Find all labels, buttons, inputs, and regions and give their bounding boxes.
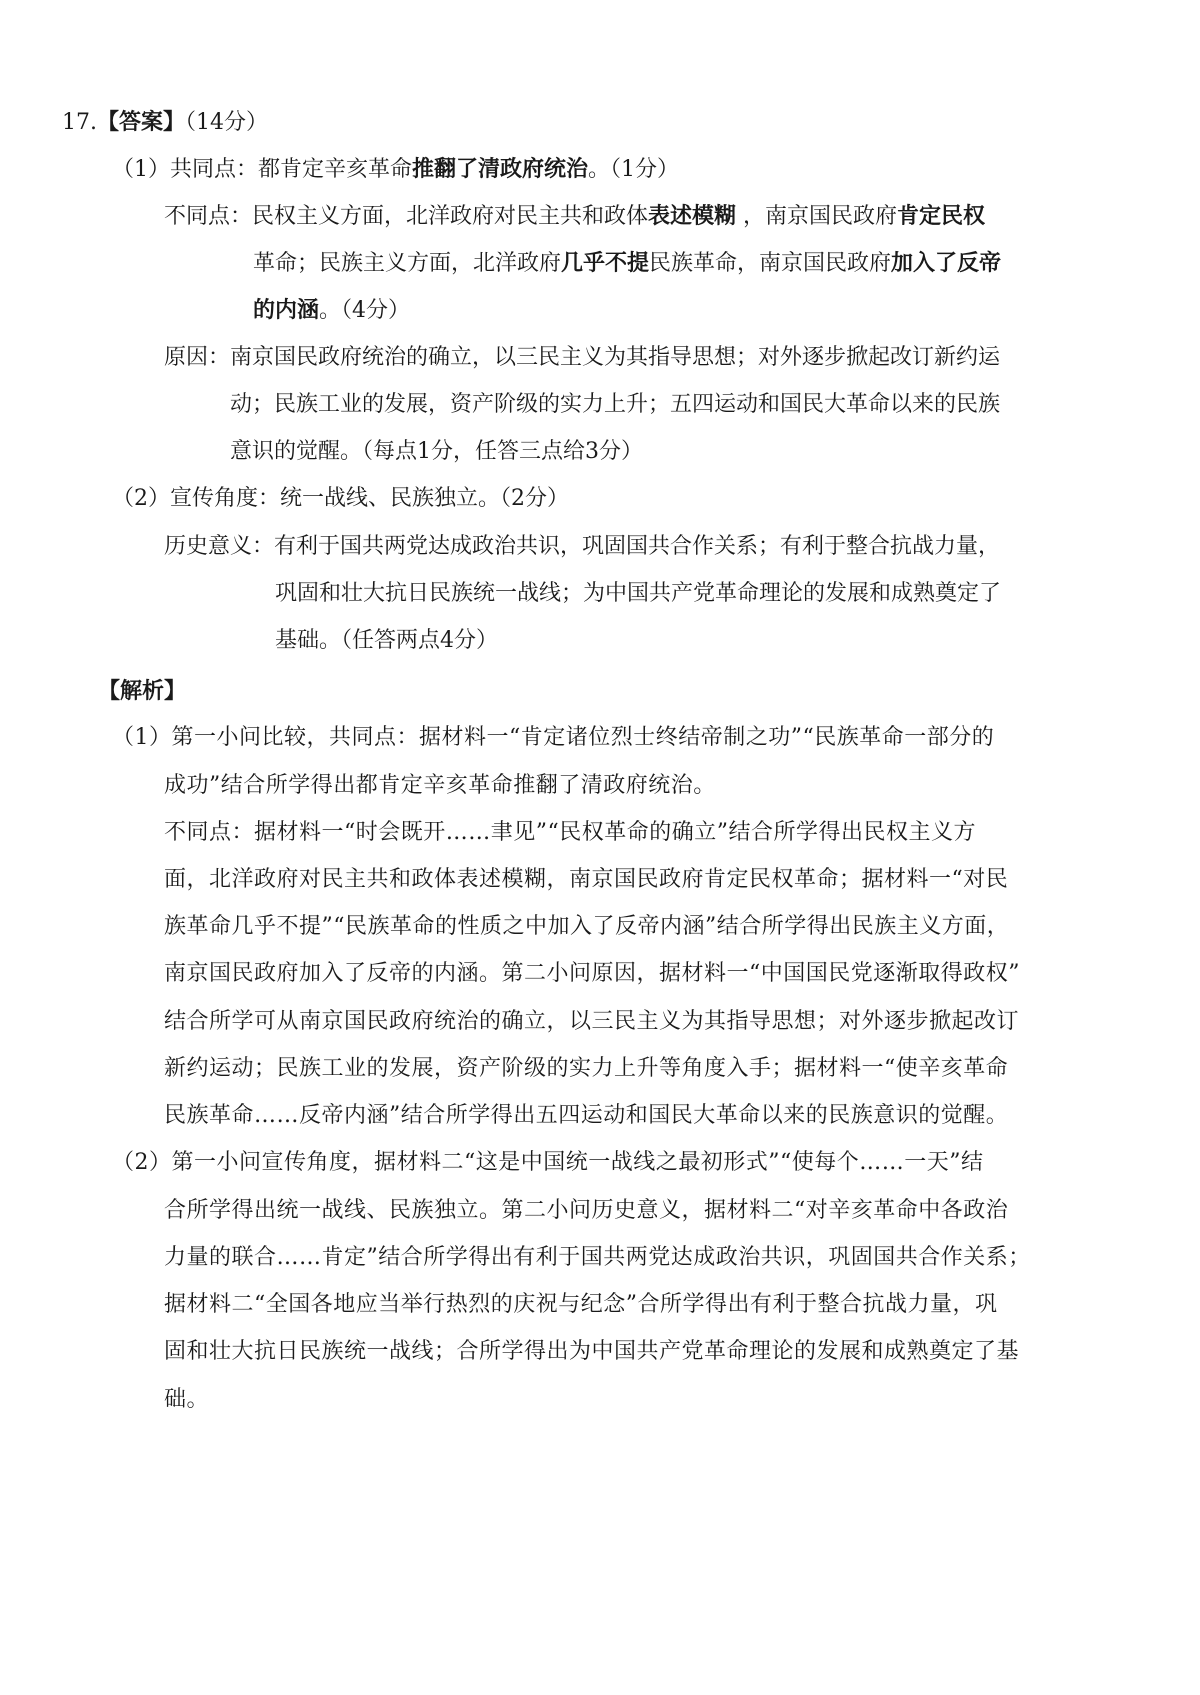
- q2-significance-label: 历史意义：: [164, 534, 275, 559]
- answer-header: [62, 106, 268, 139]
- q2-angle-line: [112, 483, 569, 515]
- question-number: 17.: [62, 110, 97, 135]
- analysis-p2-line-1: （2）第一小问宣传角度，据材料二“这是中国统一战线之最初形式”“使每个……一天”结: [112, 1150, 984, 1175]
- q1-common-bold: 推翻了清政府统治: [412, 156, 589, 182]
- q2-angle-label: （2）宣传角度：: [112, 486, 280, 511]
- analysis-p1-line-6: 南京国民政府加入了反帝的内涵。第二小问原因，据材料一“中国国民党逐渐取得政权”: [164, 961, 1020, 986]
- q1-diff-text: 革命；民族主义方面，北洋政府: [253, 251, 562, 276]
- q1-reason-label: 原因：: [164, 345, 231, 370]
- analysis-p2-line-4: 据材料二“全国各地应当举行热烈的庆祝与纪念”合所学得出有利于整合抗战力量，巩: [164, 1292, 998, 1317]
- analysis-p1-line-1: （1）第一小问比较，共同点：据材料一“肯定诸位烈士终结帝制之功”“民族革命一部分的: [112, 725, 995, 750]
- q2-significance-line-2: 巩固和壮大抗日民族统一战线；为中国共产党革命理论的发展和成熟奠定了: [275, 581, 1002, 606]
- q1-diff-text: 民权主义方面，北洋政府对民主共和政体: [252, 204, 649, 229]
- q2-significance-line-3: 基础。（任答两点4分）: [275, 628, 498, 653]
- q1-reason-text: 南京国民政府统治的确立，以三民主义为其指导思想；对外逐步掀起改订新约运: [230, 345, 1001, 370]
- q1-diff-line-3: [253, 294, 410, 327]
- q1-reason-line-1: [164, 342, 1000, 374]
- q1-diff-bold: 几乎不提: [561, 250, 650, 276]
- q1-diff-bold: 的内涵: [253, 297, 320, 323]
- q1-diff-bold: 加入了反帝: [891, 250, 1002, 276]
- analysis-header: [98, 675, 186, 708]
- q1-diff-bold: 肯定民权: [897, 203, 986, 229]
- q1-diff-line-2: [253, 247, 1001, 280]
- q1-reason-line-2: 动；民族工业的发展，资产阶级的实力上升；五四运动和国民大革命以来的民族: [230, 392, 1001, 417]
- analysis-p2-line-2: 合所学得出统一战线、民族独立。第二小问历史意义，据材料二“对辛亥革命中各政治: [164, 1198, 1009, 1223]
- q1-diff-text: 民族革命，南京国民政府: [649, 251, 892, 276]
- q1-reason-line-3: 意识的觉醒。（每点1分，任答三点给3分）: [230, 439, 643, 464]
- analysis-p1-line-7: 结合所学可从南京国民政府统治的确立，以三民主义为其指导思想；对外逐步掀起改订: [164, 1009, 1020, 1034]
- q1-common-label: （1）共同点：: [112, 157, 258, 182]
- q1-diff-label: 不同点：: [164, 204, 253, 229]
- q1-diff-bold: 表述模糊: [648, 203, 737, 229]
- analysis-p1-line-5: 族革命几乎不提”“民族革命的性质之中加入了反帝内涵”结合所学得出民族主义方面，: [164, 914, 1010, 939]
- analysis-p2-line-6: 础。: [164, 1387, 210, 1412]
- analysis-tag: 【解析】: [98, 678, 187, 704]
- q1-common-line: [112, 153, 679, 186]
- analysis-p1-line-9: 民族革命……反帝内涵”结合所学得出五四运动和国民大革命以来的民族意识的觉醒。: [164, 1103, 1009, 1128]
- analysis-p1-line-3: 不同点：据材料一“时会既开……聿见”“民权革命的确立”结合所学得出民权主义方: [164, 820, 976, 845]
- answer-score: （14分）: [185, 110, 269, 135]
- q2-angle-text: 统一战线、民族独立。（2分）: [280, 486, 569, 511]
- q2-significance-line-1: [164, 531, 1000, 563]
- q1-diff-score: 。（4分）: [319, 298, 411, 323]
- q2-significance-text: 有利于国共两党达成政治共识，巩固国共合作关系；有利于整合抗战力量，: [274, 534, 1001, 559]
- q1-diff-line-1: [164, 200, 985, 233]
- q1-common-score: 。（1分）: [588, 157, 680, 182]
- analysis-p2-line-5: 固和壮大抗日民族统一战线；合所学得出为中国共产党革命理论的发展和成熟奠定了基: [164, 1339, 1020, 1364]
- analysis-p1-line-8: 新约运动；民族工业的发展，资产阶级的实力上升等角度入手；据材料一“使辛亥革命: [164, 1056, 1009, 1081]
- q1-diff-text: ，南京国民政府: [736, 204, 898, 229]
- q1-common-text: 都肯定辛亥革命: [258, 157, 413, 182]
- analysis-p2-line-3: 力量的联合……肯定”结合所学得出有利于国共两党达成政治共识，巩固国共合作关系；: [164, 1245, 1031, 1270]
- answer-tag: 【答案】: [97, 109, 186, 135]
- analysis-p1-line-4: 面，北洋政府对民主共和政体表述模糊，南京国民政府肯定民权革命；据材料一“对民: [164, 867, 1009, 892]
- analysis-p1-line-2: 成功”结合所学得出都肯定辛亥革命推翻了清政府统治。: [164, 773, 716, 798]
